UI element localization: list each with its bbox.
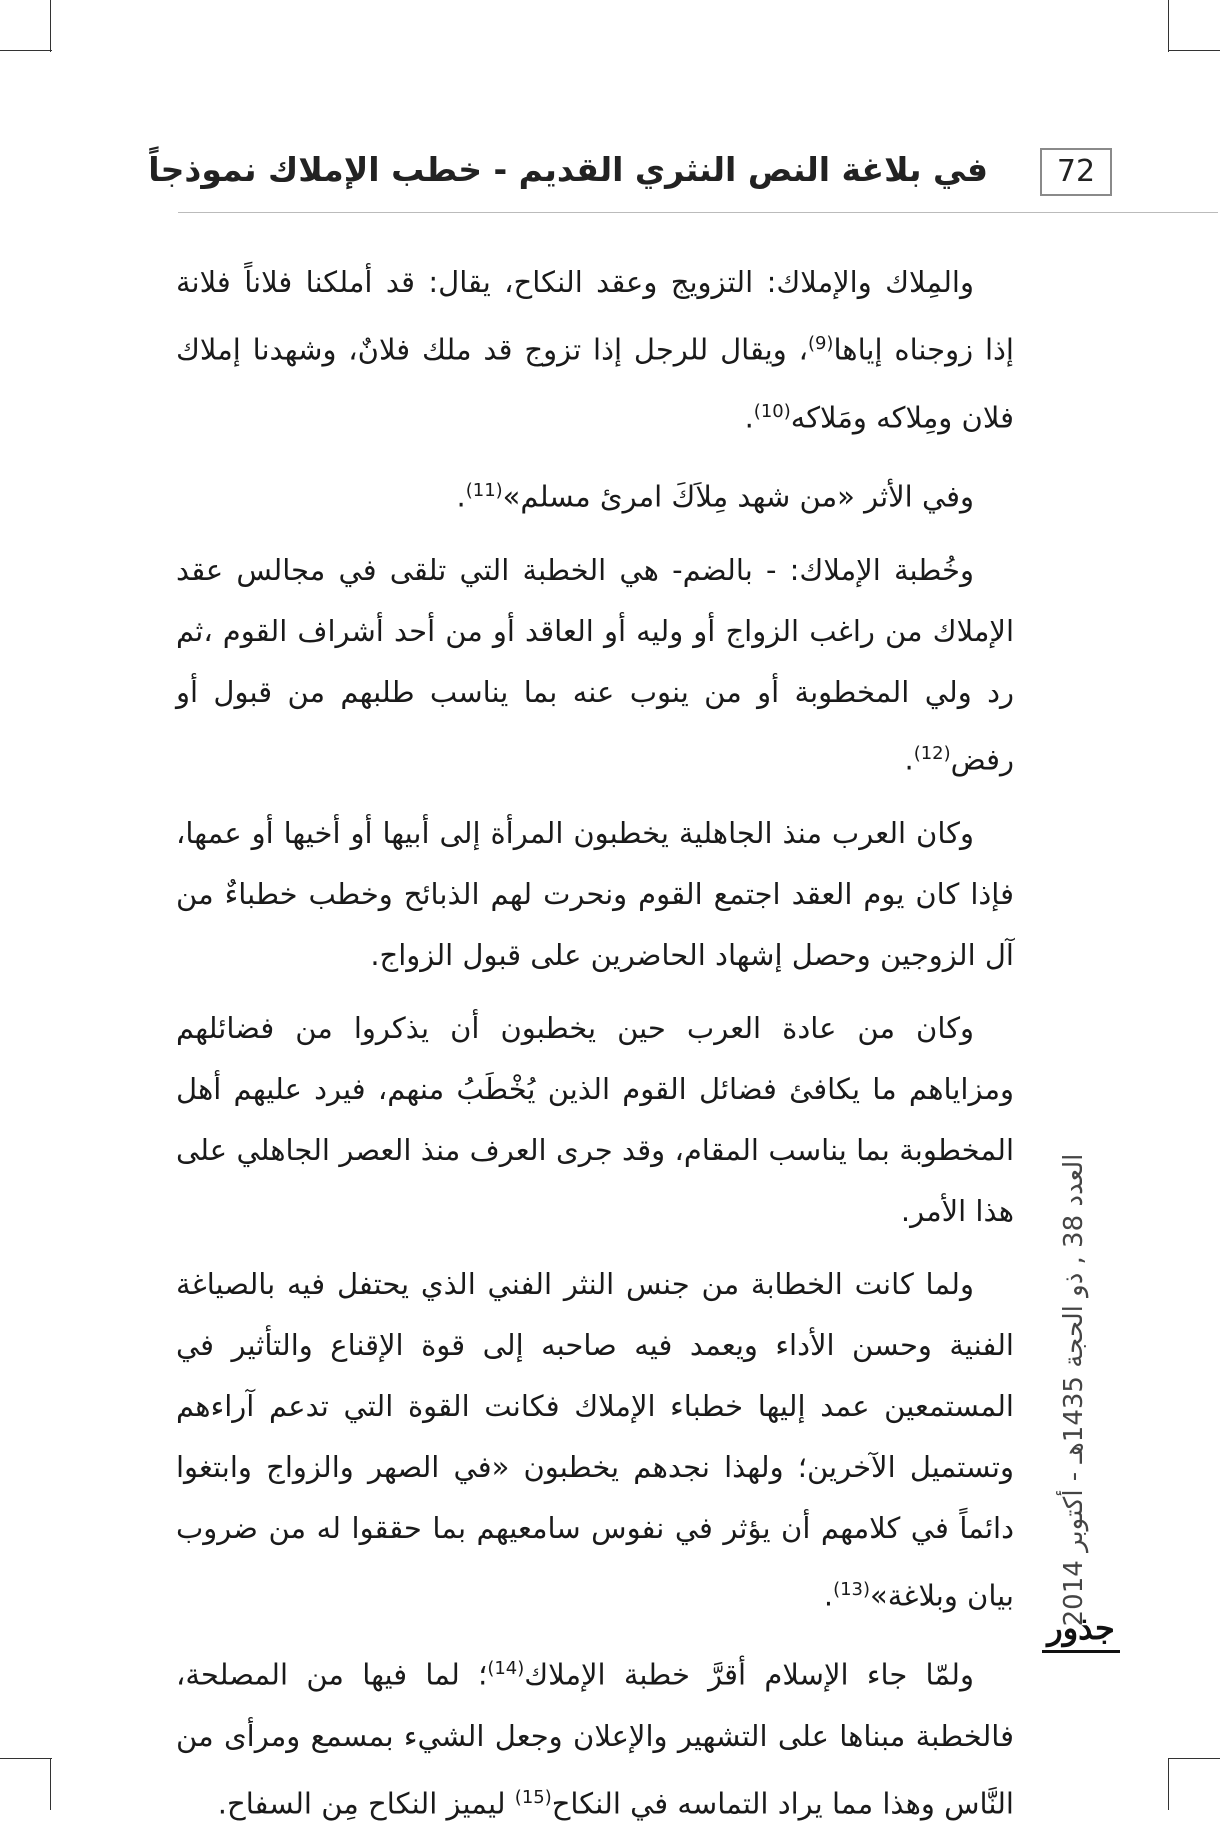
paragraph-text: ؛ لما فيها من المصلحة، فالخطبة مبناها على التشهير والإعلان وجعل الشيء بمسمع ومرأى من النَّاس وهذا مما يراد التماسه في النكاح [176, 1657, 1014, 1821]
footnote-ref: (14) [487, 1658, 525, 1680]
crop-mark [0, 50, 52, 51]
journal-logo: جذور [1047, 1609, 1115, 1647]
paragraph-text: والمِلاك والإملاك: التزويج وعقد النكاح، يقال: قد أملكنا فلاناً فلانة إذا زوجناه إياها [176, 265, 1014, 367]
crop-mark [1168, 50, 1220, 51]
paragraph [176, 460, 1014, 528]
paragraph-text: . [823, 1578, 834, 1613]
footnote-ref: (13) [833, 1578, 870, 1600]
footnote-ref: (12) [913, 742, 951, 764]
paragraph [176, 540, 1014, 791]
paragraph-text: . [456, 479, 466, 514]
footnote-ref: (15) [514, 1786, 552, 1808]
paragraph-text: ليميز النكاح مِن السفاح. [217, 1786, 515, 1821]
paragraph-text: ولمّا جاء الإسلام أقرَّ خطبة الإملاك [524, 1657, 974, 1692]
header-divider [178, 212, 1218, 213]
crop-mark [0, 1758, 52, 1759]
paragraph-text: وفي الأثر «من شهد مِلاَكَ امرئ مسلم» [502, 479, 974, 514]
paragraph-text: وكان العرب منذ الجاهلية يخطبون المرأة إلى أبيها أو أخيها أو عمها، فإذا كان يوم العقد اجتمع القوم ونحرت لهم الذبائح وخطب خطباءٌ من آل الزوجين وحصل إشهاد الحاضرين على قبول الزواج. [176, 815, 1014, 972]
footnote-ref: (9) [807, 333, 834, 354]
footnote-ref: (11) [465, 480, 503, 502]
crop-mark [50, 0, 51, 52]
logo-underline [1042, 1650, 1120, 1653]
crop-mark [1168, 1758, 1220, 1759]
paragraph [176, 1638, 1014, 1834]
paragraph [176, 252, 1014, 448]
paragraph [176, 1254, 1014, 1627]
paragraph-text: ولما كانت الخطابة من جنس النثر الفني الذي يحتفل فيه بالصياغة الفنية وحسن الأداء ويعمد فيه صاحبه إلى قوة الإقناع والتأثير في المستمعين عمد إليها خطباء الإملاك فكانت القوة التي تدعم آراءهم وتستميل الآخرين؛ ولهذا نجدهم يخطبون «في الصهر والزواج وابتغوا دائماً في كلامهم أن يؤثر في نفوس سامعيهم بما حققوا له من ضروب بيان وبلاغة» [176, 1266, 1014, 1613]
issue-info: العدد 38 , ذو الحجة 1435هـ - أكتوبر 2014 [1059, 1153, 1089, 1627]
crop-mark [1168, 0, 1169, 52]
paragraph-text: وخُطبة الإملاك: - بالضم- هي الخطبة التي تلقى في مجالس عقد الإملاك من راغب الزواج أو وليه أو العاقد أو من أحد أشراف القوم ،ثم رد ولي المخطوبة أو من ينوب عنه بما يناسب طلبهم من قبول أو رفض [176, 552, 1014, 777]
paragraph-text: . [744, 400, 754, 435]
paragraph-text: ، ويقال للرجل إذا تزوج قد ملك فلانٌ، وشهدنا إملاك فلان ومِلاكه ومَلاكه [176, 332, 1014, 435]
running-header-title: في بلاغة النص النثري القديم - خطب الإملاك نموذجاً [148, 150, 988, 189]
paragraph [176, 803, 1014, 986]
article-body [176, 252, 1014, 1847]
paragraph-text: وكان من عادة العرب حين يخطبون أن يذكروا من فضائلهم ومزاياهم ما يكافئ فضائل القوم الذين يُخْطَبُ منهم، فيرد عليهم أهل المخطوبة بما يناسب المقام، وقد جرى العرف منذ العصر الجاهلي على هذا الأمر. [176, 1010, 1014, 1228]
paragraph-text: . [904, 742, 914, 777]
page-number: 72 [1040, 148, 1112, 196]
crop-mark [50, 1758, 51, 1810]
crop-mark [1168, 1758, 1169, 1810]
footnote-ref: (10) [753, 400, 791, 422]
paragraph [176, 998, 1014, 1242]
